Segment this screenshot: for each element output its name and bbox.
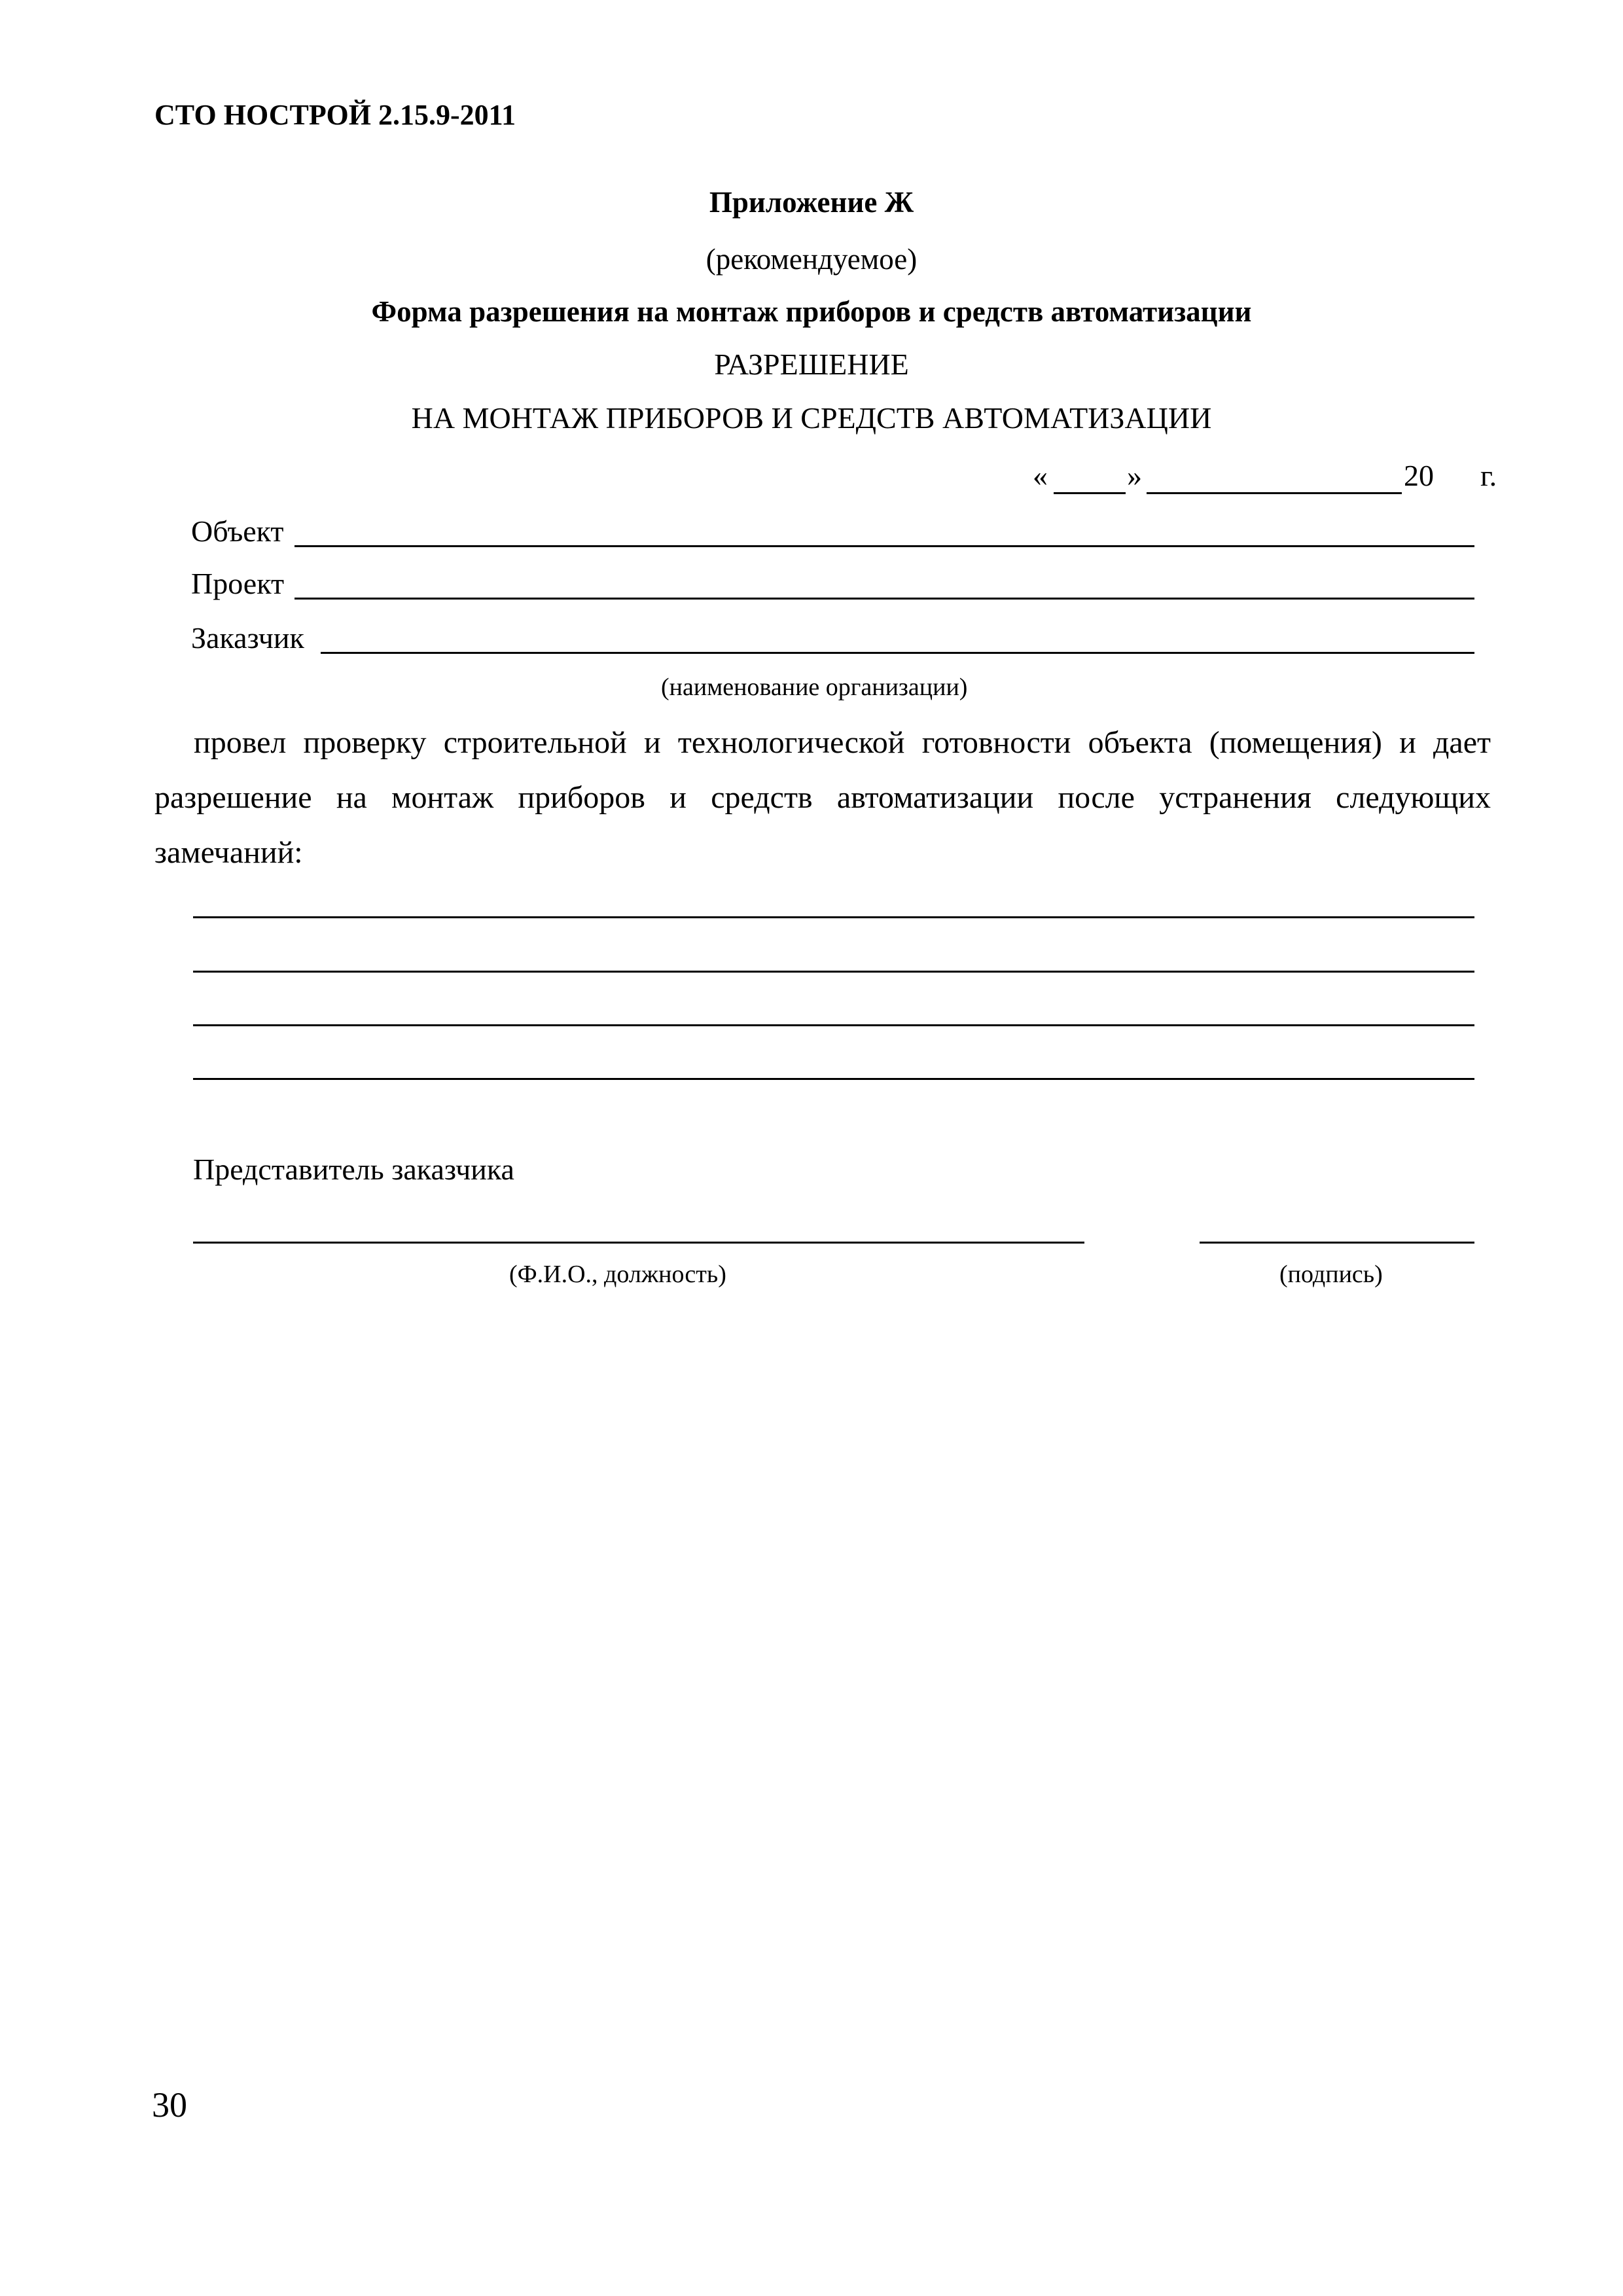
name-position-line bbox=[193, 1242, 1084, 1244]
remark-line-1 bbox=[193, 916, 1474, 918]
appendix-title: Приложение Ж bbox=[709, 186, 914, 219]
appendix-status: (рекомендуемое) bbox=[705, 243, 918, 276]
permit-heading: РАЗРЕШЕНИЕ bbox=[714, 348, 909, 381]
open-quote: « bbox=[1033, 459, 1048, 492]
signature-line bbox=[1200, 1242, 1474, 1244]
year-prefix: 20 bbox=[1404, 459, 1434, 492]
customer-field-line bbox=[321, 652, 1474, 654]
customer-note: (наименование организации) bbox=[661, 673, 968, 701]
close-quote: » bbox=[1127, 459, 1142, 492]
customer-label: Заказчик bbox=[191, 621, 304, 655]
object-field-line bbox=[294, 545, 1474, 547]
remark-line-4 bbox=[193, 1078, 1474, 1080]
month-blank bbox=[1147, 492, 1402, 494]
remark-line-3 bbox=[193, 1024, 1474, 1026]
body-paragraph bbox=[154, 715, 1491, 880]
remark-line-2 bbox=[193, 971, 1474, 973]
body-text: провел проверку строительной и технологической готовности объекта (помещения) и дает разрешение на монтаж приборов и средств автоматизации после устранения следующих замечаний: bbox=[154, 725, 1491, 870]
project-field-line bbox=[294, 598, 1474, 600]
year-suffix: г. bbox=[1480, 459, 1497, 492]
page-number: 30 bbox=[152, 2085, 187, 2125]
signature-note: (подпись) bbox=[1279, 1261, 1383, 1288]
standard-header: СТО НОСТРОЙ 2.15.9-2011 bbox=[154, 99, 516, 131]
form-title: Форма разрешения на монтаж приборов и средств автоматизации bbox=[371, 295, 1252, 328]
project-label: Проект bbox=[191, 567, 285, 600]
name-position-note: (Ф.И.О., должность) bbox=[509, 1261, 726, 1288]
object-label: Объект bbox=[191, 514, 284, 548]
representative-label: Представитель заказчика bbox=[193, 1153, 514, 1186]
day-blank bbox=[1054, 492, 1126, 494]
permit-subheading: НА МОНТАЖ ПРИБОРОВ И СРЕДСТВ АВТОМАТИЗАЦИИ bbox=[411, 401, 1212, 435]
